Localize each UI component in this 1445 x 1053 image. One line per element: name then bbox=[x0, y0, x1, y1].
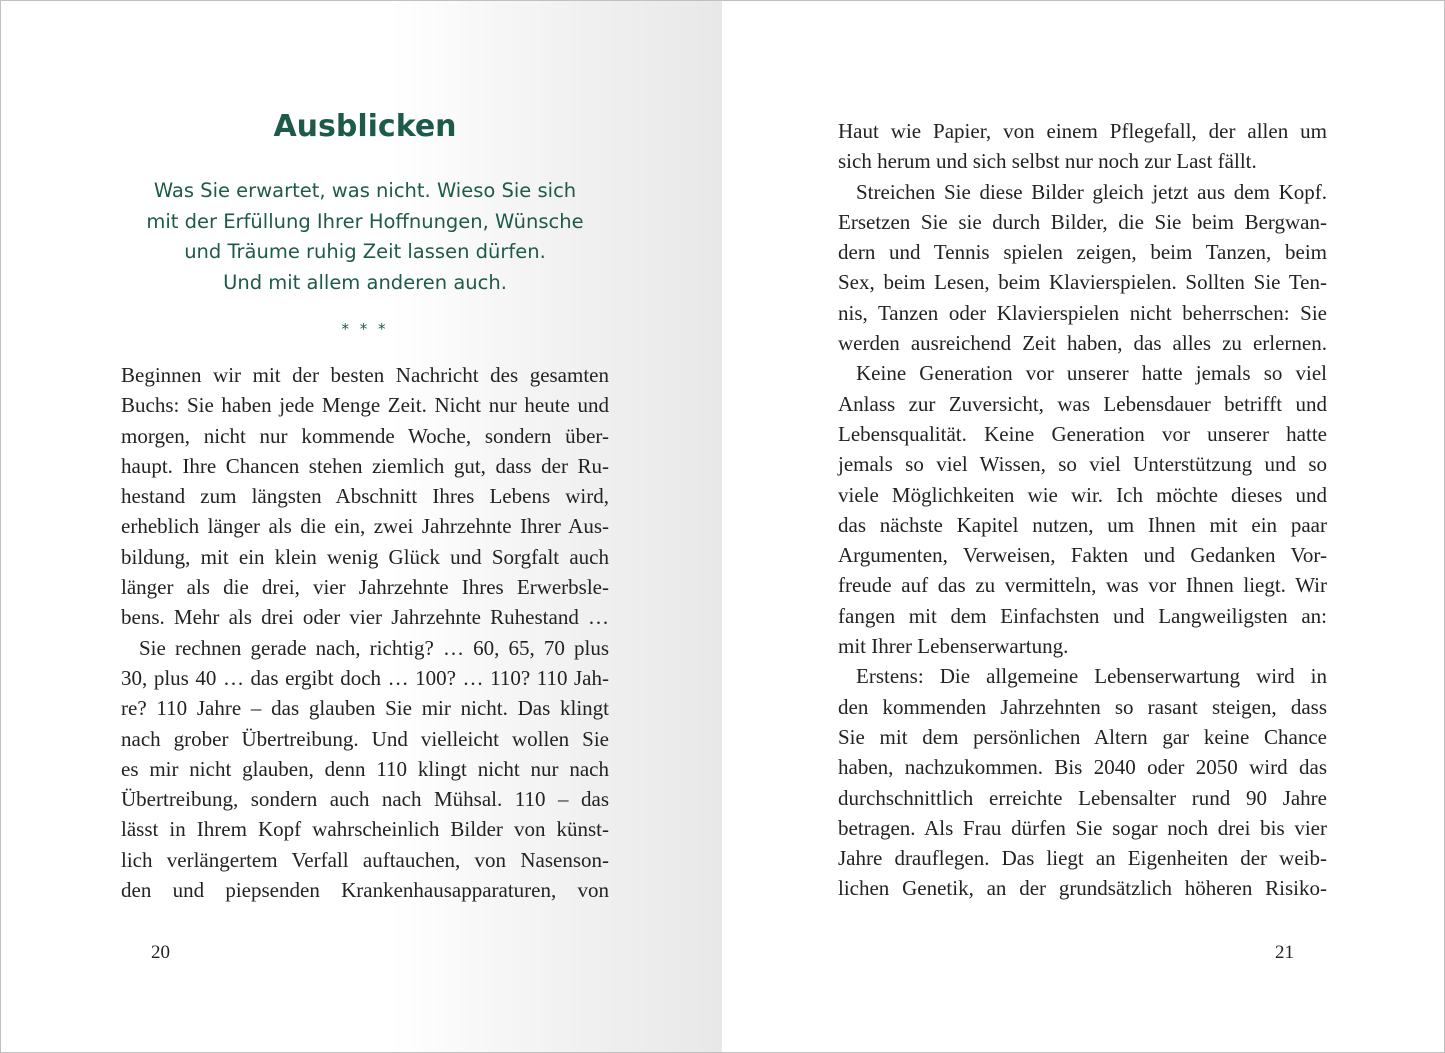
chapter-subtitle bbox=[111, 176, 619, 298]
text-line: den und piepsenden Krankenhausapparaturen, von bbox=[121, 878, 609, 903]
text-line: Argumenten, Verweisen, Fakten und Gedanken Vor- bbox=[838, 543, 1327, 568]
right-page bbox=[722, 1, 1444, 1052]
left-page bbox=[1, 1, 722, 1052]
text-line: das nächste Kapitel nutzen, um Ihnen mit ein paar bbox=[838, 512, 1327, 537]
text-line: bens. Mehr als drei oder vier Jahrzehnte Ruhestand … bbox=[121, 605, 609, 630]
left-page-body bbox=[121, 360, 609, 905]
text-line: morgen, nicht nur kommende Woche, sondern über- bbox=[121, 423, 609, 448]
text-line: Streichen Sie diese Bilder gleich jetzt aus dem Kopf. bbox=[856, 179, 1327, 204]
text-line: es mir nicht glauben, denn 110 klingt nicht nur nach bbox=[121, 756, 609, 781]
text-line: Ersetzen Sie sie durch Bilder, die Sie beim Bergwan- bbox=[838, 209, 1327, 234]
text-line: 30, plus 40 … das ergibt doch … 100? … 110? 110 Jah- bbox=[121, 665, 609, 690]
text-line: freude auf das zu vermitteln, was vor Ihnen liegt. Wir bbox=[838, 573, 1327, 598]
subtitle-line: Was Sie erwartet, was nicht. Wieso Sie sich bbox=[153, 179, 577, 202]
text-line: erheblich länger als die ein, zwei Jahrzehnte Ihrer Aus- bbox=[121, 514, 609, 539]
text-line: Buchs: Sie haben jede Menge Zeit. Nicht nur heute und bbox=[121, 393, 609, 418]
text-line: nach grober Übertreibung. Und vielleicht wollen Sie bbox=[121, 726, 609, 751]
text-line: re? 110 Jahre – das glauben Sie mir nicht. Das klingt bbox=[121, 696, 609, 721]
subtitle-line: mit der Erfüllung Ihrer Hoffnungen, Wünsche bbox=[146, 209, 584, 233]
text-line: Übertreibung, sondern auch nach Mühsal. 110 – das bbox=[121, 787, 609, 812]
right-page-body bbox=[838, 116, 1327, 904]
text-line: lich verlängertem Verfall auftauchen, von Nasenson- bbox=[121, 847, 609, 872]
text-line: Sex, beim Lesen, beim Klavierspielen. Sollten Sie Ten- bbox=[838, 270, 1327, 295]
text-line: mit Ihrer Lebenserwartung. bbox=[838, 634, 1069, 659]
subtitle-line: und Träume ruhig Zeit lassen dürfen. bbox=[184, 240, 546, 263]
text-line: hestand zum längsten Abschnitt Ihres Lebens wird, bbox=[121, 484, 609, 509]
text-line: sich herum und sich selbst nur noch zur Last fällt. bbox=[838, 149, 1257, 174]
text-line: nis, Tanzen oder Klavierspielen nicht beherrschen: Sie bbox=[838, 300, 1327, 325]
text-line: haupt. Ihre Chancen stehen ziemlich gut, dass der Ru- bbox=[121, 453, 609, 478]
text-line: Haut wie Papier, von einem Pflegefall, der allen um bbox=[838, 119, 1327, 143]
text-line: werden ausreichend Zeit haben, das alles zu erlernen. bbox=[838, 331, 1327, 356]
text-line: Beginnen wir mit der besten Nachricht des gesamten bbox=[121, 363, 609, 387]
text-line: dern und Tennis spielen zeigen, beim Tanzen, beim bbox=[838, 240, 1327, 265]
page-number: 20 bbox=[151, 942, 170, 963]
subtitle-line: Und mit allem anderen auch. bbox=[223, 270, 507, 294]
text-line: Jahre drauflegen. Das liegt an Eigenheiten der weib- bbox=[838, 846, 1327, 871]
chapter-title: Ausblicken bbox=[273, 109, 457, 144]
text-line: durchschnittlich erreichte Lebensalter rund 90 Jahre bbox=[838, 785, 1327, 810]
text-line: Erstens: Die allgemeine Lebenserwartung wird in bbox=[856, 664, 1327, 689]
text-line: fangen mit dem Einfachsten und Langweiligsten an: bbox=[838, 603, 1327, 628]
text-line: lässt in Ihrem Kopf wahrscheinlich Bilder von künst- bbox=[121, 817, 609, 842]
text-line: haben, nachzukommen. Bis 2040 oder 2050 wird das bbox=[838, 755, 1327, 780]
text-line: viele Möglichkeiten wie wir. Ich möchte dieses und bbox=[838, 482, 1327, 507]
text-line: länger als die drei, vier Jahrzehnte Ihres Erwerbsle- bbox=[121, 575, 609, 600]
section-separator: * * * bbox=[341, 320, 389, 338]
text-line: Lebensqualität. Keine Generation vor unserer hatte bbox=[838, 421, 1327, 446]
page-number: 21 bbox=[1275, 942, 1294, 963]
text-line: Sie mit dem persönlichen Altern gar keine Chance bbox=[838, 724, 1327, 749]
text-line: Anlass zur Zuversicht, was Lebensdauer betrifft und bbox=[838, 391, 1327, 416]
text-line: betragen. Als Frau dürfen Sie sogar noch drei bis vier bbox=[838, 815, 1327, 840]
text-line: Sie rechnen gerade nach, richtig? … 60, 65, 70 plus bbox=[139, 635, 609, 660]
text-line: den kommenden Jahrzehnten so rasant steigen, dass bbox=[838, 694, 1327, 719]
text-line: jemals so viel Wissen, so viel Unterstützung und so bbox=[838, 452, 1327, 477]
text-line: Keine Generation vor unserer hatte jemals so viel bbox=[856, 361, 1327, 386]
text-line: bildung, mit ein klein wenig Glück und Sorgfalt auch bbox=[121, 544, 609, 569]
text-line: lichen Genetik, an der grundsätzlich höheren Risiko- bbox=[838, 876, 1327, 901]
